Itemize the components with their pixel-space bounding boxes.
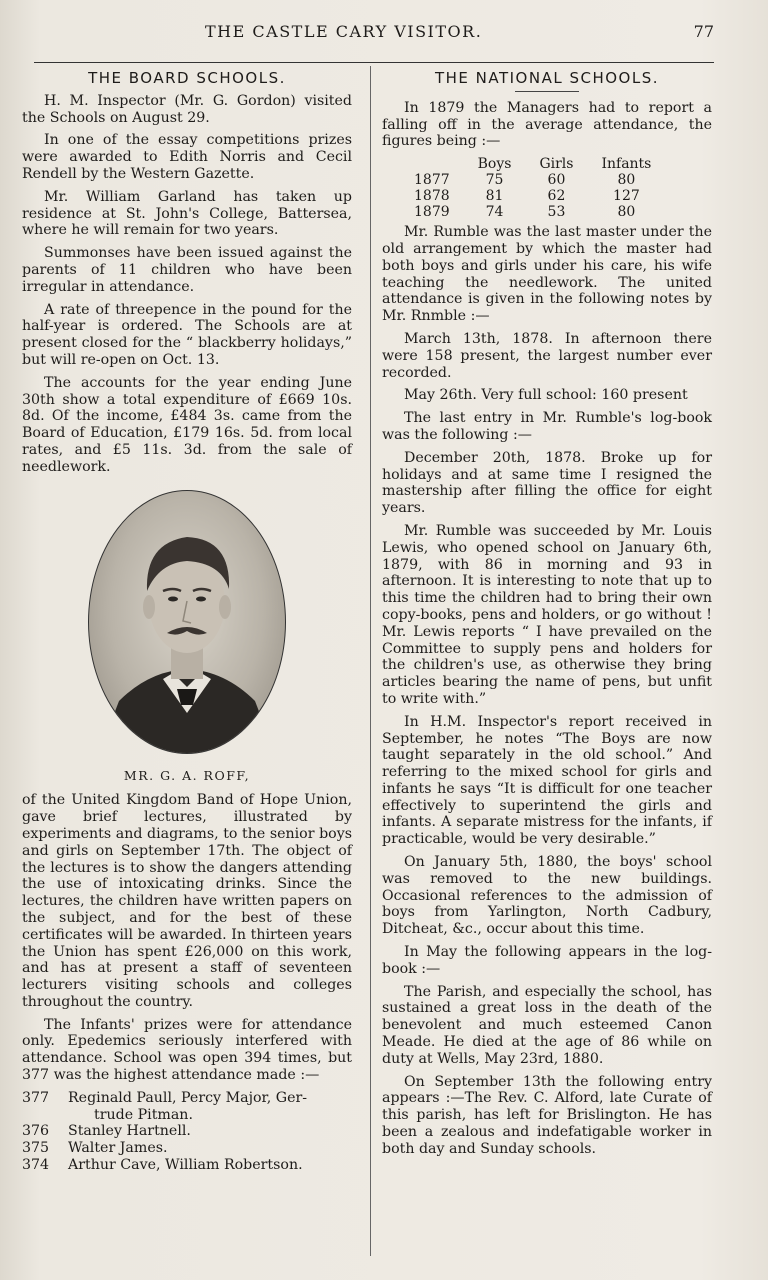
table-cell: 1879 [414,204,450,221]
running-title: THE CASTLE CARY VISITOR. [205,22,483,41]
paragraph: of the United Kingdom Band of Hope Union, gave brief lectures, illustrated by experiments and diagrams, to the senior boys and girls on September 17th. The object of the lectures is to show the dangers attending the use of intoxicating drinks. Since the lectures, the children have written papers on the subject, and for the best of these certificates will be awarded. In thirteen years the Union has spent £26,000 on this work, and has at present a staff of seventeen lecturers visiting schools and colleges throughout the country. [22,792,352,1010]
paragraph: Mr. William Garland has taken up residence at St. John's College, Battersea, where he will remain for two years. [22,188,352,239]
prize-winners-continued: trude Pitman. [94,1106,193,1123]
attendance-count: 377 [22,1089,50,1106]
paragraph: In May the following appears in the log-book :— [382,944,712,977]
paragraph: A rate of threepence in the pound for the half-year is ordered. The Schools are at present closed for the “ blackberry holidays,” but will re-open on Oct. 13. [22,301,352,368]
prize-winners: Reginald Paull, Percy Major, Ger- [68,1089,308,1106]
page-header [0,22,768,48]
prize-winners: Stanley Hartnell. [68,1123,191,1140]
prize-winners: Walter James. [68,1140,168,1157]
paragraph: The Parish, and especially the school, has sustained a great loss in the death of the benevolent and much esteemed Canon Meade. He died at the age of 86 while on duty at Wells, May 23rd, 1880. [382,983,712,1067]
table-cell: 74 [485,204,504,221]
page-number: 77 [693,22,714,41]
header-rule [34,62,714,63]
heading-rule [515,91,579,92]
paragraph: On September 13th the following entry appears :—The Rev. C. Alford, late Curate of this parish, has left for Brislington. He has been a zealous and indefatigable worker in both day and Sunday schools. [382,1073,712,1157]
paragraph: Mr. Rumble was the last master under the old arrangement by which the master had both boys and girls under his care, his wife teaching the needlework. The united attendance is given in the following notes by Mr. Rnmble :— [382,224,712,325]
portrait-caption: MR. G. A. ROFF, [123,767,251,783]
paragraph: H. M. Inspector (Mr. G. Gordon) visited the Schools on August 29. [22,92,352,126]
table-cell: 60 [547,172,566,189]
column-header: Girls [539,156,574,173]
table-cell: 75 [485,172,504,189]
prize-winners: Arthur Cave, William Robertson. [68,1157,303,1174]
table-row [414,204,665,220]
prize-item [22,1123,352,1140]
column-header: Infants [601,156,652,173]
prize-names [68,1090,352,1124]
prize-list [22,1090,352,1174]
table-cell: 127 [613,188,640,205]
board-schools-column [22,70,352,1174]
column-divider [370,66,371,1256]
table-header-row [414,156,665,172]
attendance-count: 374 [22,1157,50,1174]
board-schools-heading: THE BOARD SCHOOLS. [88,69,286,87]
paragraph: Summonses have been issued against the parents of 11 children who have been irregular in attendance. [22,245,352,295]
paragraph: On January 5th, 1880, the boys' school was removed to the new buildings. Occasional references to the admission of boys from Yarlington, North Cadbury, Ditcheat, &c., occur about this time. [382,854,712,938]
table-row [414,172,665,188]
prize-item [22,1157,352,1174]
paragraph: May 26th. Very full school: 160 present [404,387,688,404]
paragraph: The last entry in Mr. Rumble's log-book was the following :— [382,410,712,443]
paragraph: Mr. Rumble was succeeded by Mr. Louis Lewis, who opened school on January 6th, 1879, with 86 in morning and 93 in afternoon. It is interesting to note that up to this time the children had to bring their own copy-books, pens and holders, or go without ! Mr. Lewis reports “ I have prevailed on the Committee to supply pens and holders for the children's use, as otherwise they bring articles bearing the name of pens, but unfit to write with.” [382,522,712,707]
attendance-table [414,156,665,220]
paragraph: The accounts for the year ending June 30th show a total expenditure of £669 10s. 8d. Of the income, £484 3s. came from the Board of Education, £179 16s. 5d. from local rates, and £5 11s. 3d. from the sale of needlework. [22,374,352,475]
paragraph: March 13th, 1878. In afternoon there were 158 present, the largest number ever recorded. [382,330,712,381]
column-header [414,156,464,172]
table-cell: 1877 [414,172,450,189]
paragraph: In 1879 the Managers had to report a falling off in the average attendance, the figures being :— [382,99,712,150]
table-cell: 80 [617,204,636,221]
table-cell: 62 [547,188,566,205]
table-cell: 53 [547,204,566,221]
paragraph: In one of the essay competitions prizes were awarded to Edith Norris and Cecil Rendell by the Western Gazette. [22,132,352,182]
prize-item [22,1140,352,1157]
paragraph: The Infants' prizes were for attendance only. Epedemics seriously interfered with attendance. School was open 394 times, but 377 was the highest attendance made :— [22,1016,352,1084]
portrait-illustration [89,491,285,753]
national-schools-column [382,70,712,1164]
table-row [414,188,665,204]
table-cell: 1878 [414,188,450,205]
portrait-figure [22,490,352,754]
portrait-image [88,490,286,754]
prize-item [22,1090,352,1124]
column-header: Boys [477,156,512,173]
attendance-count: 375 [22,1140,50,1157]
paragraph: December 20th, 1878. Broke up for holidays and at same time I resigned the mastership after filling the office for eight years. [382,449,712,517]
national-schools-heading: THE NATIONAL SCHOOLS. [434,69,660,87]
table-cell: 80 [617,172,636,189]
attendance-count: 376 [22,1123,50,1140]
table-cell: 81 [485,188,504,205]
paragraph: In H.M. Inspector's report received in September, he notes “The Boys are now taught separately in the old school.” And referring to the mixed school for girls and infants he says “It is difficult for one teacher effectively to superintend the girls and infants. A separate mistress for the infants, if practicable, would be very desirable.” [382,713,712,848]
